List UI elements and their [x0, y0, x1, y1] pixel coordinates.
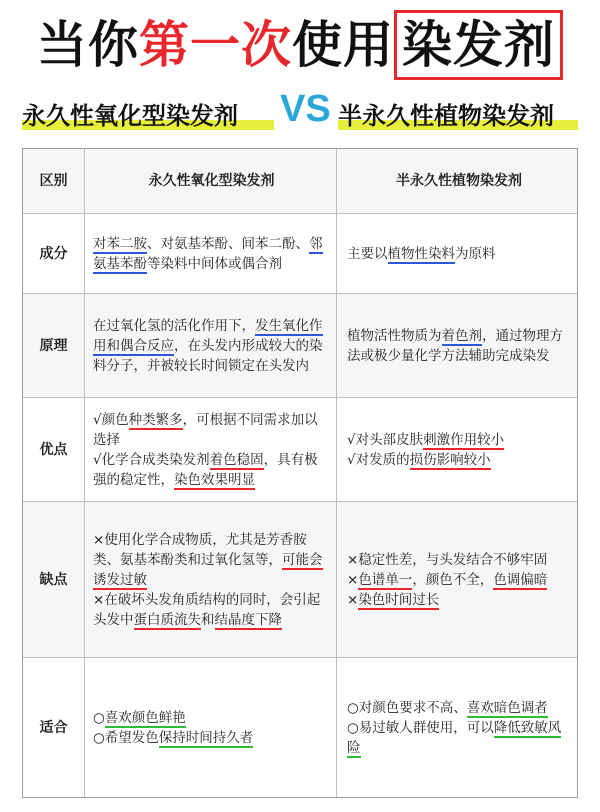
subtitle-left: 永久性氧化型染发剂 [22, 102, 238, 130]
title-part-1: 当你 [37, 16, 139, 74]
underlined-text-blue: 植物性染料 [387, 245, 455, 262]
underlined-text-red: 染色效果明显 [174, 471, 255, 488]
cell-text: ×稳定性差，与头发结合不够牢固 [347, 551, 548, 568]
table-row [23, 293, 577, 397]
cell-text: ○希望发色 [93, 729, 159, 746]
page-title [0, 8, 600, 82]
underlined-text-red: 种类繁多 [128, 411, 183, 428]
cell-text: ，具有极强的稳定性， [93, 451, 318, 488]
comparison-table [22, 148, 578, 798]
underlined-text-red: 结晶度下降 [214, 611, 282, 628]
cell-text: 植物活性物质为 [347, 327, 442, 344]
cell-permanent [85, 502, 337, 657]
cell-text: ○对颜色要求不高、 [347, 699, 467, 716]
title-part-2: 第一次 [139, 16, 292, 74]
cell-text: × [347, 591, 359, 608]
cell-permanent [85, 214, 337, 293]
title-part-4-boxed: 染发剂 [394, 10, 563, 80]
header-cell-criteria: 区别 [23, 149, 85, 213]
cell-text: ○易过敏人群使用，可以 [347, 719, 494, 736]
cell-text: √化学合成类染发剂 [93, 451, 210, 468]
underlined-text-red: 蛋白质流失 [133, 611, 201, 628]
cell-text: 、对氨基苯酚、间苯二酚、 [147, 235, 309, 252]
header-cell-permanent: 永久性氧化型染发剂 [85, 149, 337, 213]
underlined-text-green: 喜欢颜色鲜艳 [104, 709, 186, 726]
underlined-text-blue: 着色剂 [441, 327, 482, 344]
cell-text: 主要以 [347, 245, 388, 262]
underlined-text-green: 降低致敏风险 [347, 719, 562, 756]
underlined-text-red: 染色时间过长 [358, 591, 440, 608]
underlined-text-red: 损伤影响较小 [409, 451, 491, 468]
row-label: 缺点 [23, 502, 85, 657]
cell-text: √对头部皮肤 [347, 431, 424, 448]
cell-text: ，可根据不同需求加以选择 [93, 411, 318, 448]
subtitle [0, 88, 600, 136]
underlined-text-blue: 邻氨基苯酚 [93, 235, 323, 272]
cell-permanent [85, 398, 337, 501]
cell-text: 为原料 [455, 245, 496, 262]
cell-permanent [85, 294, 337, 397]
cell-text: ○ [93, 709, 105, 726]
cell-text: √颜色 [93, 411, 129, 428]
cell-text: ×使用化学合成物质，尤其是芳香胺类、氨基苯酚类和过氧化氢等， [93, 531, 307, 568]
underlined-text-green: 保持时间持久者 [158, 729, 254, 746]
cell-text: ×在破坏头发角质结构的同时，会引起头发中 [93, 591, 321, 628]
row-label: 成分 [23, 214, 85, 293]
cell-semi-permanent [337, 398, 577, 501]
table-row [23, 397, 577, 501]
underlined-text-red: 着色稳固 [209, 451, 264, 468]
cell-semi-permanent [337, 502, 577, 657]
cell-permanent [85, 658, 337, 797]
subtitle-right: 半永久性植物染发剂 [338, 102, 554, 130]
header-cell-semi-permanent: 半永久性植物染发剂 [396, 173, 522, 189]
cell-text: ，通过物理方法或极少量化学方法辅助完成染发 [347, 327, 563, 364]
cell-semi-permanent [337, 294, 577, 397]
underlined-text-red: 色调偏暗 [493, 571, 548, 588]
table-row [23, 657, 577, 797]
cell-text: √对发质的 [347, 451, 410, 468]
table-header-row [23, 149, 577, 213]
cell-text: 和 [201, 611, 215, 628]
row-label: 原理 [23, 294, 85, 397]
cell-semi-permanent [337, 214, 577, 293]
underlined-text-blue: 发生氧化作用和偶合反应 [93, 317, 323, 354]
cell-text: × [347, 571, 359, 588]
underlined-text-blue: 对苯二胺 [93, 235, 147, 252]
cell-text: 在过氧化氢的活化作用下， [93, 317, 255, 334]
underlined-text-red: 刺激作用较小 [423, 431, 505, 448]
underlined-text-red: 色谱单一 [358, 571, 413, 588]
cell-semi-permanent [337, 658, 577, 797]
cell-text: ，颜色不全， [412, 571, 494, 588]
underlined-text-green: 喜欢暗色调者 [466, 699, 548, 716]
table-row [23, 213, 577, 293]
cell-text: ，在头发内形成较大的染料分子，并被较长时间锁定在头发内 [93, 337, 323, 374]
title-part-3: 使用 [292, 16, 394, 74]
underlined-text-red: 可能会诱发过敏 [93, 551, 323, 588]
row-label: 优点 [23, 398, 85, 501]
table-row [23, 501, 577, 657]
cell-text: 等染料中间体或偶合剂 [147, 255, 282, 272]
vs-label: VS [280, 88, 331, 130]
row-label: 适合 [23, 658, 85, 797]
